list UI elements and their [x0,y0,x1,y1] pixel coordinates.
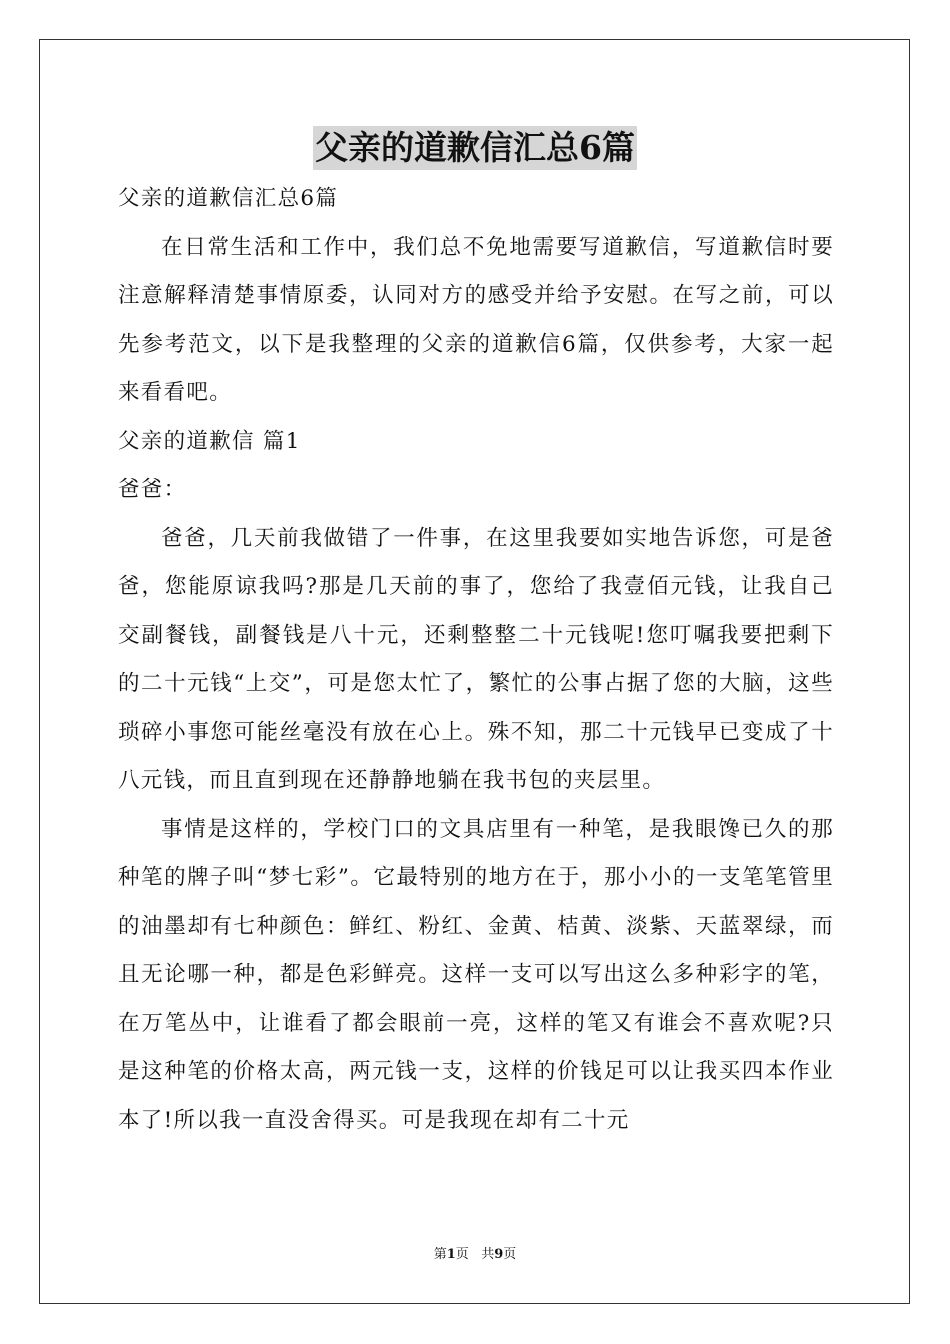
document-subtitle: 父亲的道歉信汇总6篇 [118,186,339,211]
footer-page-prefix: 第 [433,1247,447,1262]
section-heading: 父亲的道歉信 篇1 [118,428,301,454]
footer-total-pages: 9 [494,1247,504,1262]
page-title: 父亲的道歉信汇总6篇 [313,126,637,170]
body-paragraph: 爸爸，几天前我做错了一件事，在这里我要如实地告诉您，可是爸爸，您能原谅我吗?那是几天前的事了，您给了我壹佰元钱，让我自己交副餐钱，副餐钱是八十元，还剩整整二十元钱呢!您叮嘱我要把剩下的二十元钱“上交”，可是您太忙了，繁忙的公事占据了您的大脑，这些琐碎小事您可能丝毫没有放在心上。殊不知，那二十元钱早已变成了十八元钱，而且直到现在还静静地躺在我书包的夹层里。 [118,525,834,793]
body-paragraph: 事情是这样的，学校门口的文具店里有一种笔，是我眼馋已久的那种笔的牌子叫“梦七彩”。它最特别的地方在于，那小小的一支笔笔管里的油墨却有七种颜色：鲜红、粉红、金黄、桔黄、淡紫、天蓝翠绿，而且无论哪一种，都是色彩鲜亮。这样一支可以写出这么多种彩字的笔，在万笔丛中，让谁看了都会眼前一亮，这样的笔又有谁会不喜欢呢?只是这种笔的价格太高，两元钱一支，这样的价钱足可以让我买四本作业本了!所以我一直没舍得买。可是我现在却有二十元 [118,816,834,1133]
intro-paragraph: 在日常生活和工作中，我们总不免地需要写道歉信，写道歉信时要注意解释清楚事情原委，认同对方的感受并给予安慰。在写之前，可以先参考范文，以下是我整理的父亲的道歉信6篇，仅供参考，大家一起来看看吧。 [118,234,834,405]
salutation: 爸爸： [118,477,187,502]
page-footer [0,1245,950,1265]
footer-page-number: 1 [446,1247,456,1262]
title-wrap [0,126,950,170]
footer-total-suffix: 页 [503,1247,517,1262]
footer-page-suffix: 页 [455,1247,469,1262]
footer-total-prefix: 共 [481,1247,495,1262]
document-body [118,175,834,1145]
